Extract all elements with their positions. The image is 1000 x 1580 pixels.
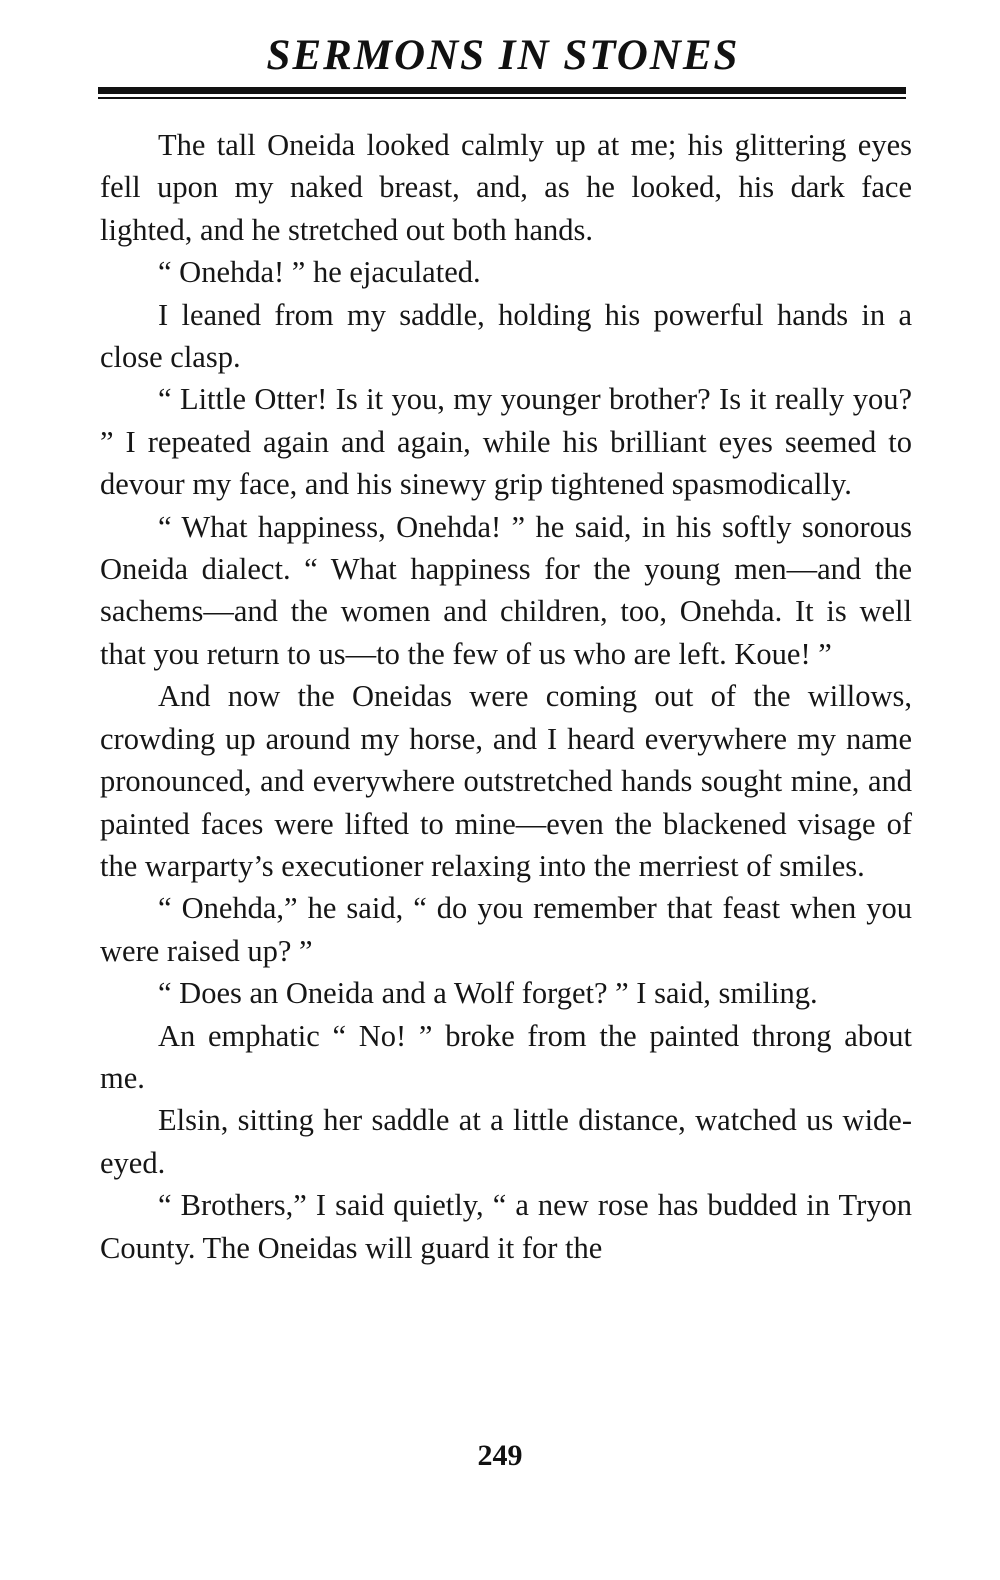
page-number: 249: [477, 1439, 523, 1472]
running-head: SERMONS IN STONES: [266, 32, 740, 79]
paragraph: Elsin, sitting her saddle at a little distance, watched us wide-eyed.: [100, 1103, 912, 1180]
paragraph: And now the Oneidas were coming out of the willows, crowding up around my horse, and I heard everywhere my name pronounced, and everywhere outstretched hands sought mine, and painted faces were lifted to mine—even the blackened visage of the warparty’s executioner relaxing into the merriest of smiles.: [100, 679, 912, 883]
paragraph: “ Onehda! ” he ejaculated.: [158, 255, 481, 290]
paragraph: “ Onehda,” he said, “ do you remember that feast when you were raised up? ”: [100, 891, 912, 968]
paragraph: The tall Oneida looked calmly up at me; his glittering eyes fell upon my naked breast, and, as he looked, his dark face lighted, and he stretched out both hands.: [100, 128, 912, 247]
paragraph: An emphatic “ No! ” broke from the painted throng about me.: [100, 1018, 912, 1095]
body-text: [100, 124, 912, 1269]
header-rule-thick: [98, 87, 906, 94]
paragraph: “ Brothers,” I said quietly, “ a new rose has budded in Tryon County. The Oneidas will guard it for the: [100, 1188, 912, 1265]
header-rule-thin: [98, 97, 906, 99]
paragraph: “ What happiness, Onehda! ” he said, in his softly sonorous Oneida dialect. “ What happiness for the young men—and the sachems—and the women and children, too, Onehda. It is well that you return to us—to the few of us who are left. Koue! ”: [100, 509, 912, 671]
paragraph: “ Does an Oneida and a Wolf forget? ” I said, smiling.: [158, 976, 818, 1011]
paragraph: “ Little Otter! Is it you, my younger brother? Is it really you? ” I repeated again and again, while his brilliant eyes seemed to devour my face, and his sinewy grip tightened spasmodically.: [100, 382, 912, 502]
paragraph: I leaned from my saddle, holding his powerful hands in a close clasp.: [100, 297, 912, 375]
